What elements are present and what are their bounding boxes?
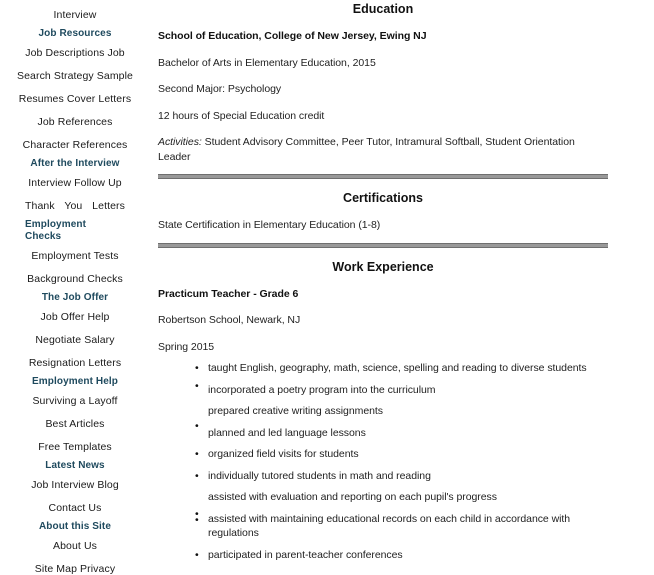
duty-text: individually tutored students in math and reading xyxy=(208,469,431,482)
duty-text: assisted with maintaining educational records on each child in accordance with regulations xyxy=(208,512,571,539)
duty-item xyxy=(158,490,608,505)
education-second-major: Second Major: Psychology xyxy=(158,83,282,95)
resume-content xyxy=(158,0,608,575)
education-activities xyxy=(158,135,608,164)
sidebar-item-job-references[interactable]: Job References xyxy=(37,116,113,128)
sidebar-item-resignation-letters[interactable]: Resignation Letters xyxy=(28,357,122,369)
sidebar-item-free-templates[interactable]: Free Templates xyxy=(38,441,112,453)
sidebar-item-after-the-interview[interactable]: After the Interview xyxy=(30,158,120,169)
sidebar-item-the-job-offer[interactable]: The Job Offer xyxy=(41,292,109,303)
certification-item: State Certification in Elementary Education (1-8) xyxy=(158,219,381,231)
duty-item xyxy=(158,447,608,462)
sidebar-item-employment-checks[interactable]: Employment Checks xyxy=(25,219,87,242)
sidebar-item-character-references[interactable]: Character References xyxy=(22,139,128,151)
bullet-icon xyxy=(195,469,208,484)
sidebar-item-latest-news[interactable]: Latest News xyxy=(45,460,105,471)
sidebar-item-search-strategy-sample[interactable]: Search Strategy Sample xyxy=(16,70,133,82)
section-divider xyxy=(158,243,608,248)
activities-text: Student Advisory Committee, Peer Tutor, Intramural Softball, Student Orientation Leader xyxy=(158,136,575,163)
work-experience-heading: Work Experience xyxy=(332,259,434,274)
education-school: School of Education, College of New Jersey, Ewing NJ xyxy=(158,30,427,42)
sidebar-item-surviving-a-layoff[interactable]: Surviving a Layoff xyxy=(32,395,118,407)
sidebar-item-job-offer-help[interactable]: Job Offer Help xyxy=(40,311,110,323)
sidebar-item-contact-us[interactable]: Contact Us xyxy=(48,502,102,514)
employment-period: Spring 2015 xyxy=(158,340,215,353)
sidebar-item-interview-follow-up[interactable]: Interview Follow Up xyxy=(28,177,122,189)
sidebar-item-negotiate-salary[interactable]: Negotiate Salary xyxy=(35,334,115,346)
work-experience-section xyxy=(158,260,608,563)
duty-text: taught English, geography, math, science, spelling and reading to diverse students xyxy=(208,362,587,374)
duties-list xyxy=(158,361,608,562)
duty-text: participated in parent-teacher conferences xyxy=(208,548,403,561)
bullet-icon xyxy=(195,447,208,462)
duty-item xyxy=(158,512,608,541)
sidebar-item-employment-help[interactable]: Employment Help xyxy=(32,376,118,387)
sidebar-item-interview[interactable]: Interview xyxy=(53,9,97,21)
sidebar-item-about-this-site[interactable]: About this Site xyxy=(38,521,112,532)
duty-item xyxy=(158,361,608,376)
sidebar-item-resumes-cover-letters[interactable]: Resumes Cover Letters xyxy=(18,93,132,105)
duty-text: assisted with evaluation and reporting on each pupil's progress xyxy=(208,491,497,503)
job-title: Practicum Teacher - Grade 6 xyxy=(158,287,299,300)
duty-item xyxy=(158,469,608,484)
duty-text: prepared creative writing assignments xyxy=(208,405,383,417)
sidebar-item-job-descriptions-job[interactable]: Job Descriptions Job xyxy=(25,47,125,59)
sidebar-item-thank-you-letters[interactable]: Thank You Letters xyxy=(25,200,125,212)
sidebar-item-employment-tests[interactable]: Employment Tests xyxy=(31,250,119,262)
bullet-icon xyxy=(195,548,208,563)
certifications-section xyxy=(158,191,608,233)
sidebar-item-about-us[interactable]: About Us xyxy=(53,540,97,552)
sidebar-item-site-map-privacy[interactable]: Site Map Privacy xyxy=(34,563,116,575)
certifications-heading: Certifications xyxy=(343,191,423,205)
duty-text: organized field visits for students xyxy=(208,448,359,460)
education-credits: 12 hours of Special Education credit xyxy=(158,109,325,122)
bullet-icon xyxy=(195,379,208,394)
bullet-icon xyxy=(195,507,208,536)
sidebar-item-background-checks[interactable]: Background Checks xyxy=(27,273,123,285)
duty-text: planned and led language lessons xyxy=(208,426,366,439)
sidebar-item-job-resources[interactable]: Job Resources xyxy=(38,28,112,39)
education-degree: Bachelor of Arts in Elementary Education, 2015 xyxy=(158,56,376,69)
bullet-icon xyxy=(195,361,208,376)
duty-item xyxy=(158,404,608,419)
section-divider xyxy=(158,174,608,179)
sidebar-item-job-interview-blog[interactable]: Job Interview Blog xyxy=(31,479,119,491)
bullet-icon xyxy=(195,419,208,434)
employer: Robertson School, Newark, NJ xyxy=(158,314,301,326)
sidebar-item-best-articles[interactable]: Best Articles xyxy=(45,418,105,430)
sidebar-nav xyxy=(0,0,150,575)
duty-item xyxy=(158,426,608,441)
duty-text: incorporated a poetry program into the curriculum xyxy=(208,383,436,396)
duty-item xyxy=(158,548,608,563)
education-heading: Education xyxy=(352,2,414,16)
activities-label: Activities: xyxy=(158,136,202,148)
education-section xyxy=(158,2,608,164)
duty-item xyxy=(158,383,608,398)
